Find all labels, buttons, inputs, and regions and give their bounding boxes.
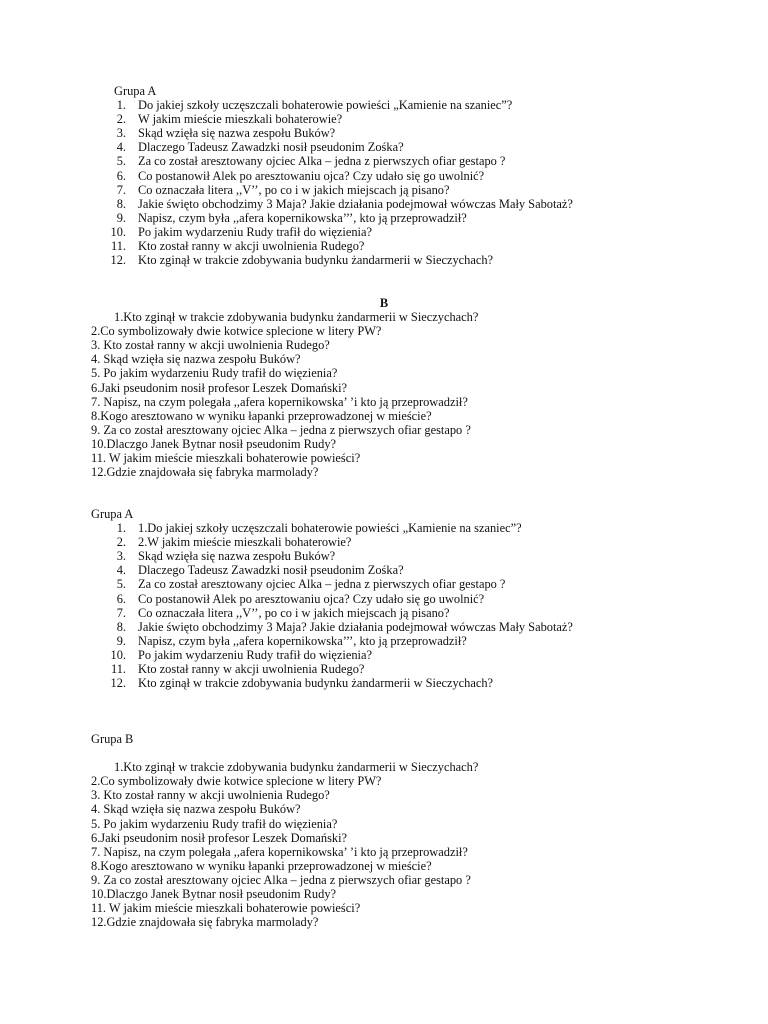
question-number: 9. xyxy=(116,633,126,648)
question-line: 3. Kto został ranny w akcji uwolnienia Rudego? xyxy=(91,338,330,353)
question-number: 10. xyxy=(110,224,126,239)
question-line: 3. Kto został ranny w akcji uwolnienia Rudego? xyxy=(91,788,330,803)
question-number: 12. xyxy=(110,253,126,268)
question-text: Kto został ranny w akcji uwolnienia Rudego? xyxy=(138,239,365,254)
question-item xyxy=(0,521,700,535)
question-number: 2. xyxy=(116,535,126,550)
question-line: 1.Kto zginął w trakcie zdobywania budynku żandarmerii w Sieczychach? xyxy=(114,310,479,325)
question-text: Co oznaczała litera ,,V’’, po co i w jakich miejscach ją pisano? xyxy=(138,182,450,197)
question-number: 3. xyxy=(116,549,126,564)
question-text: Napisz, czym była ,,afera kopernikowska’’’, kto ją przeprowadził? xyxy=(138,633,467,648)
question-item xyxy=(0,98,700,112)
group-a-section xyxy=(0,84,700,267)
question-number: 2. xyxy=(116,112,126,127)
question-item xyxy=(0,211,700,225)
question-text: Jakie święto obchodzimy 3 Maja? Jakie działania podejmował wówczas Mały Sabotaż? xyxy=(138,196,573,211)
question-item xyxy=(0,112,700,126)
question-line: 8.Kogo aresztowano w wyniku łapanki przeprowadzonej w mieście? xyxy=(91,408,432,423)
question-line: 6.Jaki pseudonim nosił profesor Leszek Domański? xyxy=(91,380,348,395)
question-text: Skąd wzięła się nazwa zespołu Buków? xyxy=(138,549,336,564)
question-number: 8. xyxy=(116,619,126,634)
question-number: 4. xyxy=(116,140,126,155)
question-line: 9. Za co został aresztowany ojciec Alka – jedna z pierwszych ofiar gestapo ? xyxy=(91,872,471,887)
question-number: 5. xyxy=(116,154,126,169)
question-item xyxy=(0,634,700,648)
question-item xyxy=(0,140,700,154)
question-line: 5. Po jakim wydarzeniu Rudy trafił do więzienia? xyxy=(91,366,338,381)
question-line: 1.Kto zginął w trakcie zdobywania budynku żandarmerii w Sieczychach? xyxy=(114,760,479,775)
question-text: Kto zginął w trakcie zdobywania budynku żandarmerii w Sieczychach? xyxy=(138,253,494,268)
question-number: 12. xyxy=(110,676,126,691)
question-number: 3. xyxy=(116,126,126,141)
question-number: 11. xyxy=(110,239,126,254)
question-item xyxy=(0,676,700,690)
question-text: Co postanowił Alek po aresztowaniu ojca? Czy udało się go uwolnić? xyxy=(138,168,485,183)
question-line: 12.Gdzie znajdowała się fabryka marmolady? xyxy=(91,915,319,930)
question-line: 7. Napisz, na czym polegała ,,afera kopernikowska’ ’i kto ją przeprowadził? xyxy=(91,844,468,859)
question-line: 4. Skąd wzięła się nazwa zespołu Buków? xyxy=(91,352,301,367)
question-number: 11. xyxy=(110,662,126,677)
question-line: 9. Za co został aresztowany ojciec Alka – jedna z pierwszych ofiar gestapo ? xyxy=(91,422,471,437)
question-number: 7. xyxy=(116,605,126,620)
question-item xyxy=(0,549,700,563)
question-item xyxy=(0,154,700,168)
question-number: 1. xyxy=(116,98,126,113)
question-text: Co oznaczała litera ,,V’’, po co i w jakich miejscach ją pisano? xyxy=(138,605,450,620)
question-number: 8. xyxy=(116,196,126,211)
question-line: 11. W jakim mieście mieszkali bohaterowie powieści? xyxy=(91,901,361,916)
question-number: 5. xyxy=(116,577,126,592)
question-number: 7. xyxy=(116,182,126,197)
question-text: Kto zginął w trakcie zdobywania budynku żandarmerii w Sieczychach? xyxy=(138,676,494,691)
question-text: Po jakim wydarzeniu Rudy trafił do więzienia? xyxy=(138,224,372,239)
question-item xyxy=(0,253,700,267)
question-line: 5. Po jakim wydarzeniu Rudy trafił do więzienia? xyxy=(91,816,338,831)
question-item xyxy=(0,183,700,197)
question-line: 4. Skąd wzięła się nazwa zespołu Buków? xyxy=(91,802,301,817)
question-item xyxy=(0,197,700,211)
question-line: 12.Gdzie znajdowała się fabryka marmolady? xyxy=(91,465,319,480)
question-line: 10.Dlaczgo Janek Bytnar nosił pseudonim Rudy? xyxy=(91,887,337,902)
question-text: Skąd wzięła się nazwa zespołu Buków? xyxy=(138,126,336,141)
question-item xyxy=(0,169,700,183)
question-text: Co postanowił Alek po aresztowaniu ojca? Czy udało się go uwolnić? xyxy=(138,591,485,606)
question-text: Jakie święto obchodzimy 3 Maja? Jakie działania podejmował wówczas Mały Sabotaż? xyxy=(138,619,573,634)
group-b-copy-question-list xyxy=(0,760,700,929)
question-item xyxy=(0,648,700,662)
question-number: 4. xyxy=(116,563,126,578)
question-text: W jakim mieście mieszkali bohaterowie? xyxy=(138,112,343,127)
question-item xyxy=(0,126,700,140)
question-text: Za co został aresztowany ojciec Alka – jedna z pierwszych ofiar gestapo ? xyxy=(138,154,506,169)
question-text: 2.W jakim mieście mieszkali bohaterowie? xyxy=(138,535,352,550)
group-a-copy-section xyxy=(0,507,700,690)
question-text: Za co został aresztowany ojciec Alka – jedna z pierwszych ofiar gestapo ? xyxy=(138,577,506,592)
question-line: 2.Co symbolizowały dwie kotwice splecione w litery PW? xyxy=(91,324,382,339)
question-text: Kto został ranny w akcji uwolnienia Rudego? xyxy=(138,662,365,677)
group-b-section xyxy=(0,296,700,479)
group-b-copy-section xyxy=(0,732,700,929)
question-item xyxy=(0,535,700,549)
group-a-copy-title: Grupa A xyxy=(91,507,134,521)
group-b-copy-title: Grupa B xyxy=(91,732,134,746)
question-item xyxy=(0,577,700,591)
question-item xyxy=(0,620,700,634)
group-b-question-list xyxy=(0,310,700,479)
question-line: 6.Jaki pseudonim nosił profesor Leszek Domański? xyxy=(91,830,348,845)
question-line: 8.Kogo aresztowano w wyniku łapanki przeprowadzonej w mieście? xyxy=(91,858,432,873)
question-item xyxy=(0,606,700,620)
question-text: Dlaczego Tadeusz Zawadzki nosił pseudonim Zośka? xyxy=(138,140,404,155)
group-a-title: Grupa A xyxy=(114,84,157,98)
question-text: Po jakim wydarzeniu Rudy trafił do więzienia? xyxy=(138,647,372,662)
question-item xyxy=(0,592,700,606)
question-text: Do jakiej szkoły uczęszczali bohaterowie powieści „Kamienie na szaniec”? xyxy=(138,98,513,113)
group-a-copy-question-list xyxy=(0,521,700,690)
question-text: 1.Do jakiej szkoły uczęszczali bohaterowie powieści „Kamienie na szaniec”? xyxy=(138,521,522,536)
group-b-title: B xyxy=(379,296,389,310)
group-a-question-list xyxy=(0,98,700,267)
question-text: Napisz, czym była ,,afera kopernikowska’’’, kto ją przeprowadził? xyxy=(138,210,467,225)
question-item xyxy=(0,239,700,253)
question-item xyxy=(0,563,700,577)
question-line: 2.Co symbolizowały dwie kotwice splecione w litery PW? xyxy=(91,774,382,789)
question-number: 9. xyxy=(116,210,126,225)
question-line: 10.Dlaczgo Janek Bytnar nosił pseudonim Rudy? xyxy=(91,436,337,451)
question-item xyxy=(0,662,700,676)
question-line: 7. Napisz, na czym polegała ,,afera kopernikowska’ ’i kto ją przeprowadził? xyxy=(91,394,468,409)
question-number: 10. xyxy=(110,647,126,662)
question-item xyxy=(0,225,700,239)
question-text: Dlaczego Tadeusz Zawadzki nosił pseudonim Zośka? xyxy=(138,563,404,578)
question-number: 1. xyxy=(116,521,126,536)
question-number: 6. xyxy=(116,168,126,183)
question-line: 11. W jakim mieście mieszkali bohaterowie powieści? xyxy=(91,451,361,466)
question-number: 6. xyxy=(116,591,126,606)
